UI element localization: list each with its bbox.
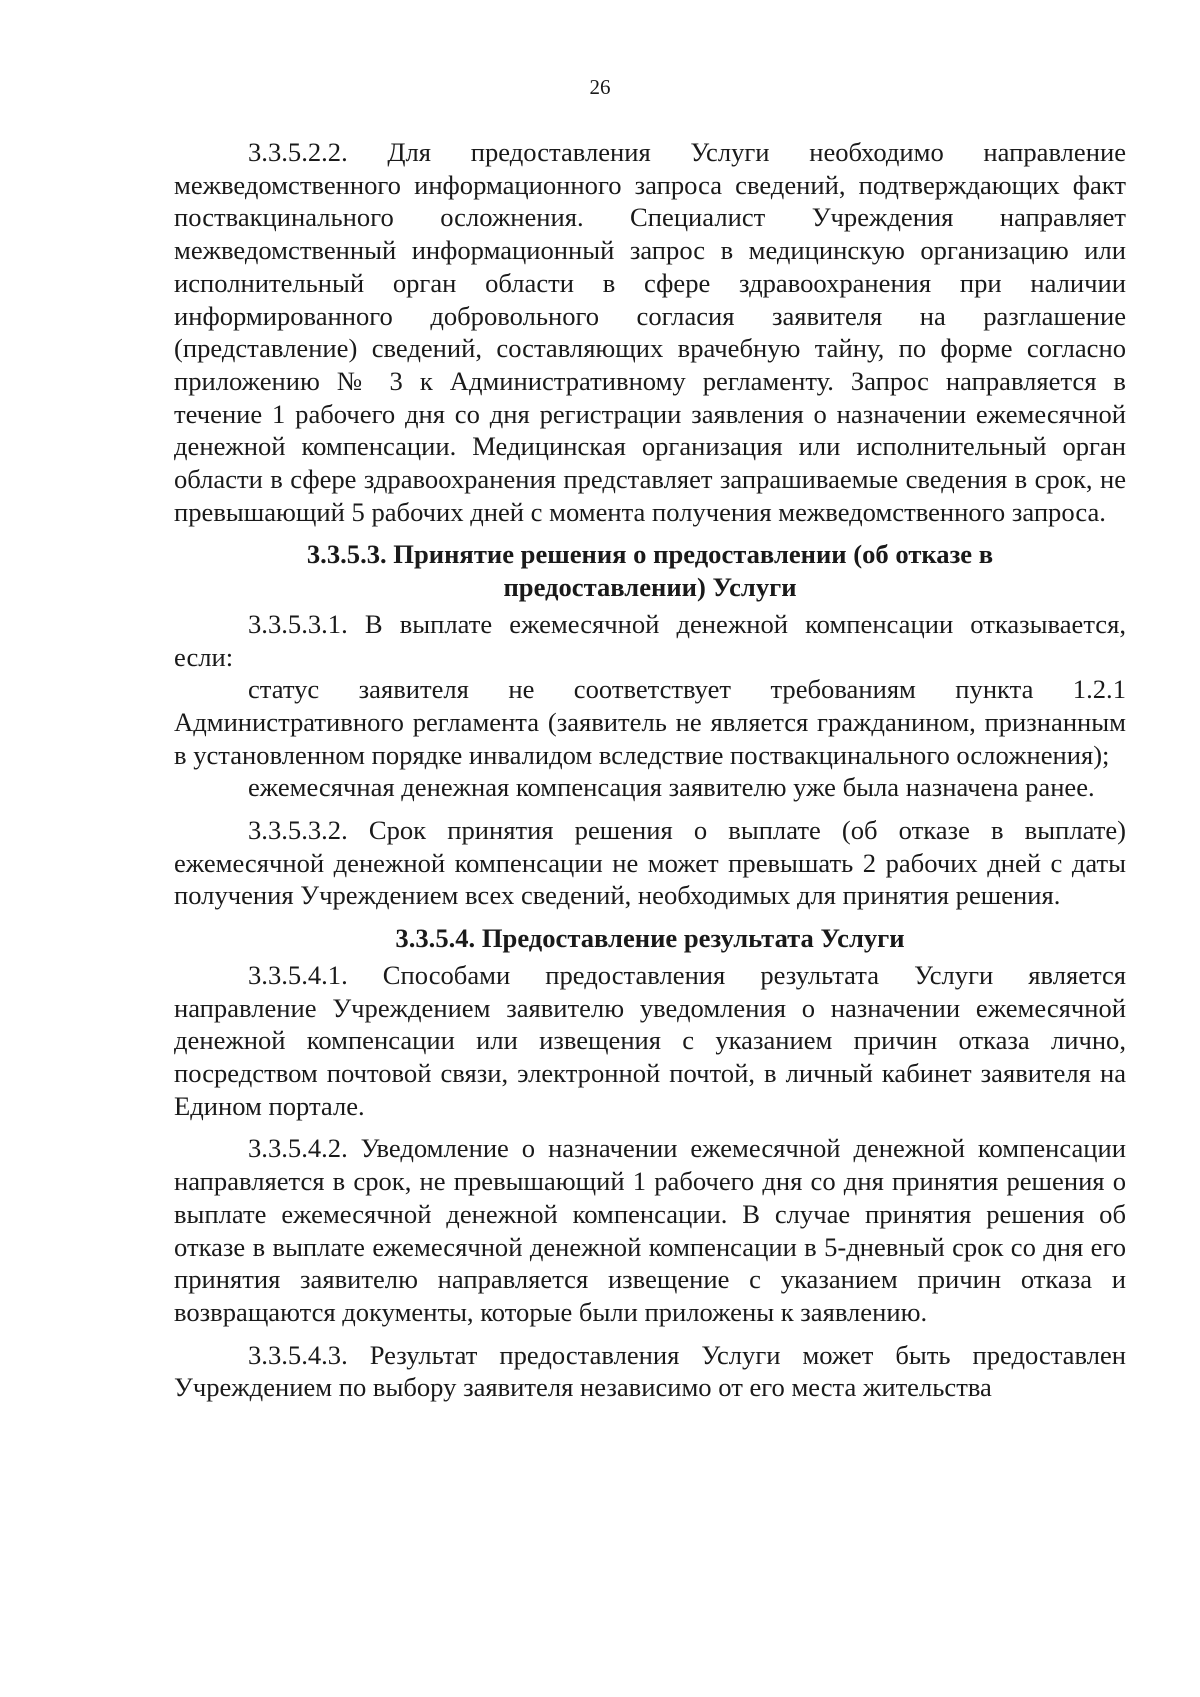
section-heading-3-3-5-4: 3.3.5.4. Предоставление результата Услуги [395,923,905,954]
paragraph-already-assigned: ежемесячная денежная компенсация заявителю уже была назначена ранее. [248,772,1095,803]
section-heading-3-3-5-3-line2: предоставлении) Услуги [503,572,797,603]
paragraph-3-3-5-3-2: 3.3.5.3.2. Срок принятия решения о выплате (об отказе в выплате) ежемесячной денежной компенсации не может превышать 2 рабочих дней с даты получения Учреждением всех сведений, необходимых для принятия решения. [174,815,1126,911]
page-number: 26 [589,75,611,99]
paragraph-status-condition: статус заявителя не соответствует требованиям пункта 1.2.1 Административного регламента (заявитель не является гражданином, признанным в установленном порядке инвалидом вследствие поствакцинального осложнения); [174,674,1126,770]
section-heading-3-3-5-3 [174,538,1126,603]
paragraph-3-3-5-2-2: 3.3.5.2.2. Для предоставления Услуги необходимо направление межведомственного информационного запроса сведений, подтверждающих факт поствакцинального осложнения. Специалист Учреждения направляет межведомственный информационный запрос в медицинскую организацию или исполнительный орган области в сфере здравоохранения при наличии информированного добровольного согласия заявителя на разглашение (представление) сведений, составляющих врачебную тайну, по форме согласно приложению № 3 к Административному регламенту. Запрос направляется в течение 1 рабочего дня со дня регистрации заявления о назначении ежемесячной денежной компенсации. Медицинская организация или исполнительный орган области в сфере здравоохранения представляет запрашиваемые сведения в срок, не превышающий 5 рабочих дней с момента получения межведомственного запроса. [174,137,1126,527]
document-body [174,136,1126,1404]
paragraph-3-3-5-4-1: 3.3.5.4.1. Способами предоставления результата Услуги является направление Учреждением заявителю уведомления о назначении ежемесячной денежной компенсации или извещения с указанием причин отказа лично, посредством почтовой связи, электронной почтой, в личный кабинет заявителя на Едином портале. [174,959,1126,1121]
paragraph-3-3-5-4-3: 3.3.5.4.3. Результат предоставления Услуги может быть предоставлен Учреждением по выбору заявителя независимо от его места жительства [174,1339,1126,1403]
paragraph-3-3-5-3-1: 3.3.5.3.1. В выплате ежемесячной денежной компенсации отказывается, если: [174,608,1126,672]
section-heading-3-3-5-3-line1: 3.3.5.3. Принятие решения о предоставлении (об отказе в [306,539,994,570]
paragraph-3-3-5-4-2: 3.3.5.4.2. Уведомление о назначении ежемесячной денежной компенсации направляется в срок, не превышающий 1 рабочего дня со дня принятия решения о выплате ежемесячной денежной компенсации. В случае принятия решения об отказе в выплате ежемесячной денежной компенсации в 5-дневный срок со дня его принятия заявителю направляется извещение с указанием причин отказа и возвращаются документы, которые были приложены к заявлению. [174,1133,1126,1327]
